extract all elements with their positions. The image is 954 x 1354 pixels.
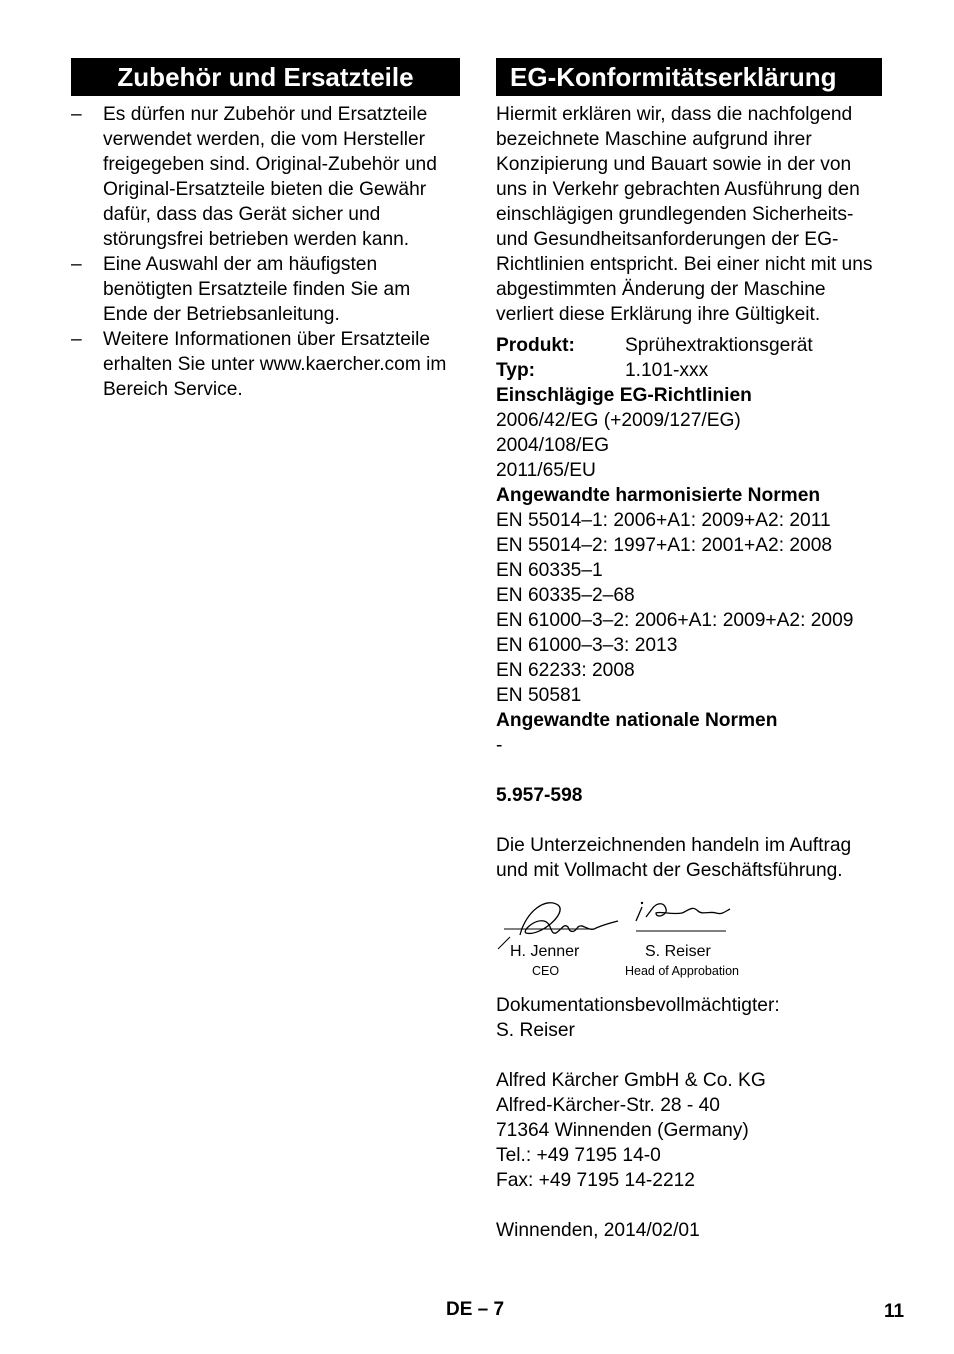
address-line: Fax: +49 7195 14-2212 bbox=[496, 1170, 695, 1191]
standard-item: EN 60335–2–68 bbox=[496, 585, 635, 606]
signer1-name: H. Jenner bbox=[510, 943, 580, 960]
signers-note: Die Unterzeichnenden handeln im Auftrag und mit Vollmacht der Geschäftsführung. bbox=[496, 835, 852, 881]
directive-item: 2004/108/EG bbox=[496, 435, 610, 456]
standard-item: EN 61000–3–2: 2006+A1: 2009+A2: 2009 bbox=[496, 610, 854, 631]
list-item: – Eine Auswahl der am häufigsten benötigten Ersatzteile finden Sie am Ende der Betriebsanleitung. bbox=[71, 252, 460, 327]
signature-block bbox=[496, 883, 882, 993]
accessories-heading: Zubehör und Ersatzteile bbox=[71, 58, 460, 96]
directives-heading: Einschlägige EG-Richtlinien bbox=[496, 385, 752, 406]
list-item: – Es dürfen nur Zubehör und Ersatzteile verwendet werden, die vom Hersteller freigegeben sind. Original-Zubehör und Original-Ersatzteile bieten die Gewähr dafür, dass das Gerät sicher und störungsfrei betrieben werden kann. bbox=[71, 102, 460, 252]
national-heading: Angewandte nationale Normen bbox=[496, 710, 778, 731]
type-row bbox=[496, 358, 882, 383]
standard-item: EN 55014–1: 2006+A1: 2009+A2: 2011 bbox=[496, 510, 831, 531]
conformity-heading: EG-Konformitätserklärung bbox=[496, 58, 882, 96]
product-value: Sprühextraktionsgerät bbox=[625, 335, 813, 356]
address-line: Tel.: +49 7195 14-0 bbox=[496, 1145, 661, 1166]
type-value: 1.101-xxx bbox=[625, 360, 709, 381]
conformity-section bbox=[496, 58, 882, 1243]
page-number: 11 bbox=[884, 1301, 905, 1322]
directive-item: 2011/65/EU bbox=[496, 460, 596, 481]
address-line: Alfred Kärcher GmbH & Co. KG bbox=[496, 1070, 766, 1091]
list-item: – Weitere Informationen über Ersatzteile erhalten Sie unter www.kaercher.com im Bereich Service. bbox=[71, 327, 460, 402]
standard-item: EN 61000–3–3: 2013 bbox=[496, 635, 678, 656]
signature-jenner bbox=[496, 891, 736, 951]
doc-rep-label: Dokumentationsbevollmächtigter: bbox=[496, 995, 780, 1016]
doc-number: 5.957-598 bbox=[496, 785, 583, 806]
signer1-role: CEO bbox=[532, 964, 560, 978]
doc-rep-name: S. Reiser bbox=[496, 1020, 575, 1041]
section-page-label: DE – 7 bbox=[446, 1299, 505, 1320]
address-line: 71364 Winnenden (Germany) bbox=[496, 1120, 749, 1141]
standard-item: EN 60335–1 bbox=[496, 560, 603, 581]
standard-item: EN 50581 bbox=[496, 685, 582, 706]
national-value: - bbox=[496, 735, 503, 756]
signer2-name: S. Reiser bbox=[645, 943, 711, 960]
type-label: Typ: bbox=[496, 360, 536, 381]
accessories-list bbox=[71, 102, 460, 402]
product-row bbox=[496, 333, 882, 358]
directive-item: 2006/42/EG (+2009/127/EG) bbox=[496, 410, 741, 431]
signer2-role: Head of Approbation bbox=[625, 964, 739, 978]
standard-item: EN 55014–2: 1997+A1: 2001+A2: 2008 bbox=[496, 535, 833, 556]
product-label: Produkt: bbox=[496, 335, 575, 356]
conformity-intro: Hiermit erklären wir, dass die nachfolgend bezeichnete Maschine aufgrund ihrer Konzipierung und Bauart sowie in der von uns in Verkehr gebrachten Ausführung den einschlägigen grundlegenden Sicherheits- und Gesundheitsanforderungen der EG-Richtlinien entspricht. Bei einer nicht mit uns abgestimmten Änderung der Maschine verliert diese Erklärung ihre Gültigkeit. bbox=[496, 104, 873, 325]
place-date: Winnenden, 2014/02/01 bbox=[496, 1220, 700, 1241]
address-line: Alfred-Kärcher-Str. 28 - 40 bbox=[496, 1095, 720, 1116]
accessories-section bbox=[71, 58, 460, 402]
standard-item: EN 62233: 2008 bbox=[496, 660, 635, 681]
harmonized-heading: Angewandte harmonisierte Normen bbox=[496, 485, 821, 506]
